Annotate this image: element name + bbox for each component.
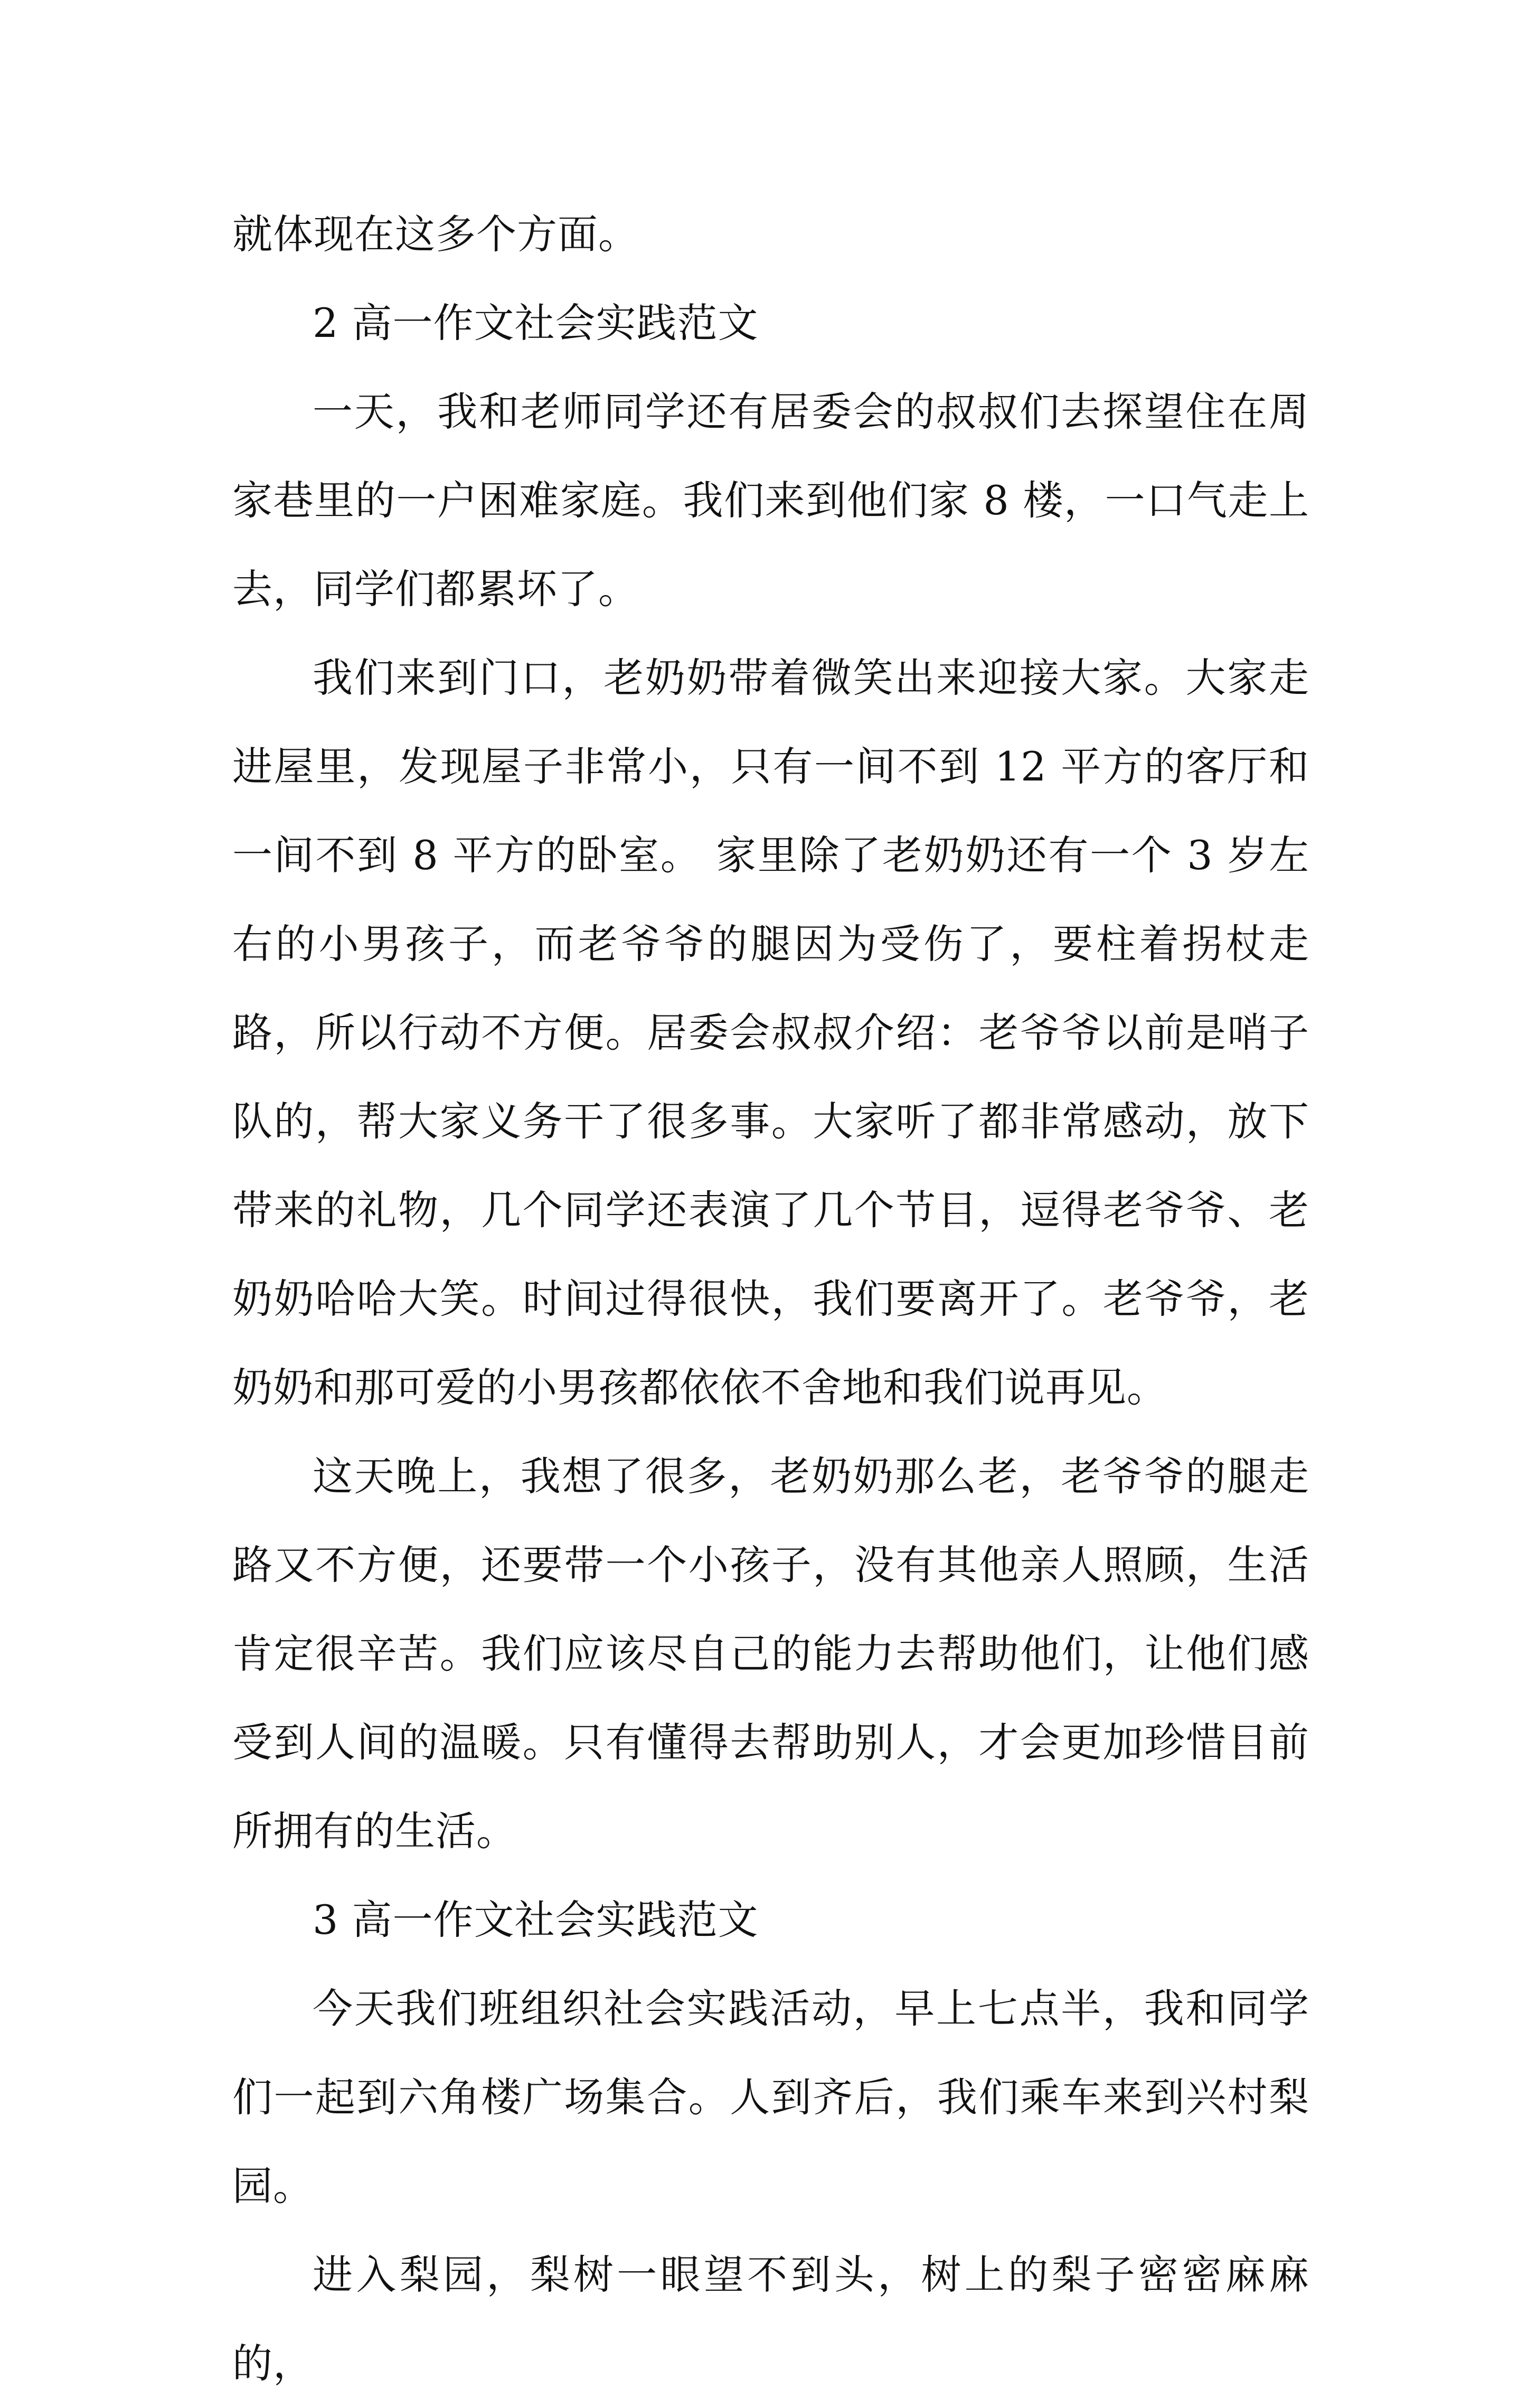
paragraph-continuation: 就体现在这多个方面。 [232,211,639,258]
section-heading-3: 3 高一作文社会实践范文 [313,1896,759,1943]
document-body [232,190,1309,2408]
paragraph-visit-home: 我们来到门口，老奶奶带着微笑出来迎接大家。大家走进屋里，发现屋子非常小，只有一间不到 12 平方的客厅和一间不到 8 平方的卧室。 家里除了老奶奶还有一个 3 岁左右的小男孩子，而老爷爷的腿因为受伤了，要柱着拐杖走路，所以行动不方便。居委会叔叔介绍：老爷爷以前是哨子队的，帮大家义务干了很多事。大家听了都非常感动，放下带来的礼物，几个同学还表演了几个节目，逗得老爷爷、老奶奶哈哈大笑。时间过得很快，我们要离开了。老爷爷，老奶奶和那可爱的小男孩都依依不舍地和我们说再见。 [232,654,1309,1411]
section-heading-2: 2 高一作文社会实践范文 [313,299,759,346]
paragraph-orchard-enter: 进入梨园，梨树一眼望不到头，树上的梨子密密麻麻的， [232,2251,1309,2387]
paragraph-orchard-intro: 今天我们班组织社会实践活动，早上七点半，我和同学们一起到六角楼广场集合。人到齐后，我们乘车来到兴村梨园。 [232,1985,1309,2209]
paragraph-visit-intro: 一天，我和老师同学还有居委会的叔叔们去探望住在周家巷里的一户困难家庭。我们来到他们家 8 楼，一口气走上去，同学们都累坏了。 [232,388,1309,613]
paragraph-visit-reflection: 这天晚上，我想了很多，老奶奶那么老，老爷爷的腿走路又不方便，还要带一个小孩子，没有其他亲人照顾，生活肯定很辛苦。我们应该尽自己的能力去帮助他们，让他们感受到人间的温暖。只有懂得去帮助别人，才会更加珍惜目前所拥有的生活。 [232,1453,1309,1855]
